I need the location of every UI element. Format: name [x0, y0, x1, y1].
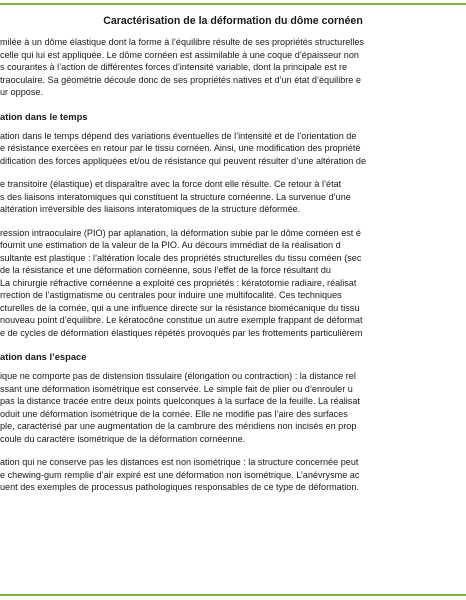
section-heading-space: ation dans l’espace: [0, 351, 87, 362]
text-line: rrection de l’astigmatisme ou centrales pour induire une multifocalité. Ces techniques: [0, 290, 342, 300]
text-line: uent des exemples de processus pathologiques responsables de ce type de déformation.: [0, 482, 359, 492]
text-line: celle qui lui est appliquée. Le dôme cornéen est assimilable à une coque d’épaisseur non: [0, 49, 359, 60]
text-line: ation qui ne conserve pas les distances est non isométrique : la structure concernée peut: [0, 457, 359, 467]
text-line: e résistance exercées en retour par le tissu cornéen. Ainsi, une modification des propriété: [0, 143, 361, 153]
text-line: fournit une estimation de la valeur de la PIO. Au décours immédiat de la réalisation d: [0, 240, 341, 250]
text-line: La chirurgie réfractive cornéenne a exploité ces propriétés : kératotomie radiaire, réalisat: [0, 277, 357, 288]
text-line: oduit une déformation isométrique de la cornée. Elle ne modifie pas l’aire des surfaces: [0, 408, 348, 419]
text-line: ple, caractérisé par une augmentation de la cambrure des méridiens non incisés en prop: [0, 421, 357, 431]
section-heading-time: ation dans le temps: [0, 110, 88, 122]
text-line: ur oppose.: [0, 87, 43, 97]
text-line: altération irréversible des liaisons interatomiques de la structure déformée.: [0, 204, 301, 214]
text-line: e chewing-gum remplie d’air expiré est une déformation non isométrique. L’anévrysme ac: [0, 469, 360, 480]
page-title: Caractérisation de la déformation du dôme cornéen: [103, 15, 363, 27]
text-line: ique ne comporte pas de distension tissulaire (élongation ou contraction) : la distance rel: [0, 371, 356, 381]
text-line: ssant une déformation isométrique est conservée. Le simple fait de plier ou d’enrouler u: [0, 383, 353, 394]
paragraph-space-1: [0, 370, 466, 445]
text-line: coule du caractère isométrique de la déformation cornéenne.: [0, 433, 246, 444]
text-line: de la résistance et une déformation cornéenne, sous l’effet de la force résultant du: [0, 265, 331, 275]
text-line: e de cycles de déformation élastiques répétés provoqués par les frottements particulièrem: [0, 327, 363, 338]
text-line: dification des forces appliquées et/ou de résistance qui peuvent résulter d’une altération de: [0, 155, 367, 166]
text-line: milée à un dôme élastique dont la forme à l’équilibre résulte de ses propriétés structurelles: [0, 37, 364, 47]
text-line: pas la distance tracée entre deux points quelconques à la surface de la feuille. La réalisat: [0, 396, 360, 406]
text-line: ation dans le temps dépend des variations éventuelles de l’intensité et de l’orientation de: [0, 130, 357, 141]
text-line: traoculaire. Sa géométrie découle donc de ses propriétés natives et d’un état d’équilibre e: [0, 74, 361, 85]
body-text: [0, 36, 466, 494]
text-line: nouveau point d’équilibre. Le kératocône constitue un autre exemple frappant de déformat: [0, 315, 363, 325]
paragraph-intro: [0, 36, 466, 99]
text-line: cturelles de la cornée, qui a une influence directe sur la résistance biomécanique du tissu: [0, 302, 360, 313]
bottom-accent-rule: [0, 594, 466, 596]
top-accent-rule: [0, 3, 466, 5]
text-line: ression intraoculaire (PIO) par aplanation, la déformation subie par le dôme cornéen est é: [0, 227, 361, 238]
paragraph-space-2: [0, 456, 466, 494]
text-line: e transitoire (élastique) et disparaître avec la force dont elle résulte. Ce retour à l’état: [0, 179, 342, 189]
text-line: s courantes à l’action de différentes forces d’intensité variable, dont la principale est re: [0, 62, 348, 72]
text-line: sultante est plastique : l’altération locale des propriétés structurelles du tissu cornéen (sec: [0, 252, 362, 263]
paragraph-time-2: [0, 178, 466, 216]
paragraph-time-3: [0, 227, 466, 340]
paragraph-time-1: [0, 130, 466, 168]
text-line: s des liaisons interatomiques qui constituent la structure cornéenne. La survenue d’une: [0, 191, 351, 202]
